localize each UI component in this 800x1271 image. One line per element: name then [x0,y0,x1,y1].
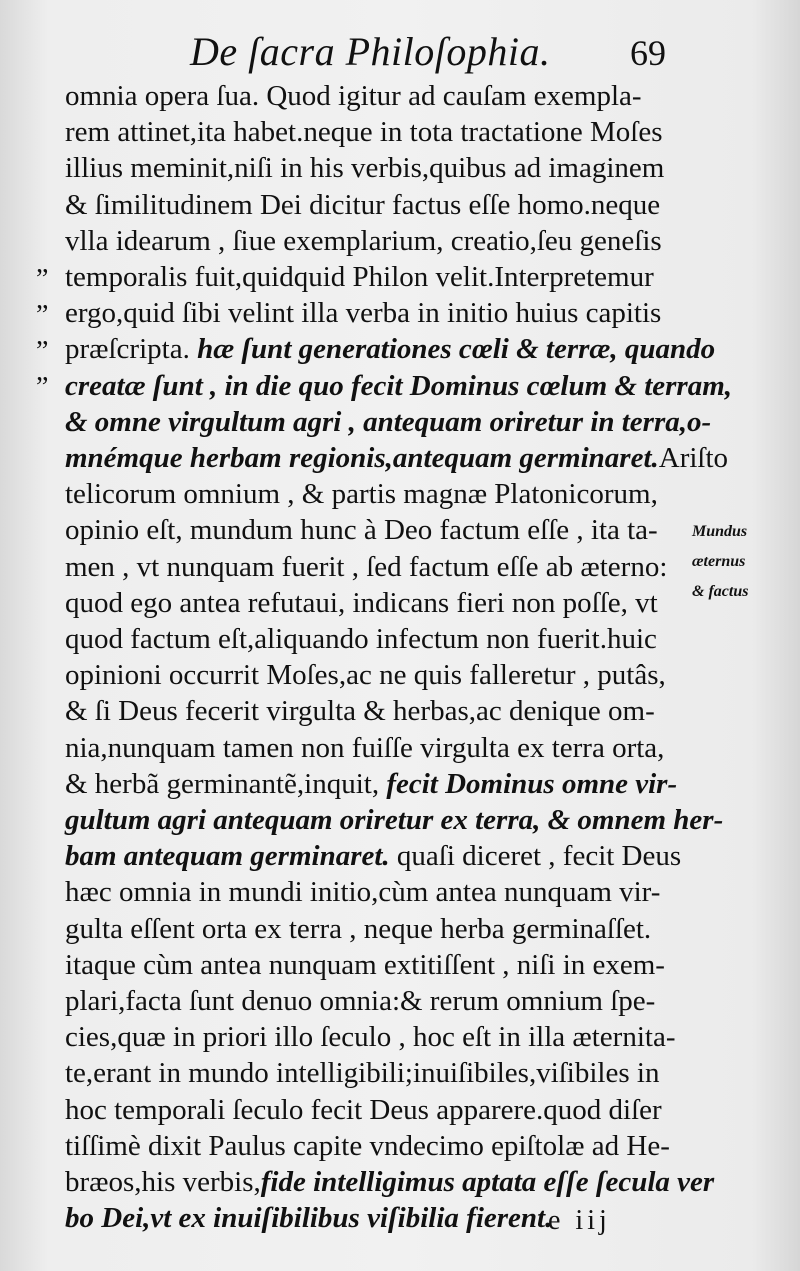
text-segment: men , vt nunquam fuerit , ſed factum eſſe ab æterno: [65,550,668,583]
text-line [65,657,697,693]
text-segment: & ſimilitudinem Dei dicitur factus eſſe homo.neque [65,188,661,221]
text-segment: bræos,his verbis, [65,1166,261,1198]
page-number: 69 [630,33,666,73]
text-line [65,150,697,186]
text-segment: itaque cùm antea nunquam extitiſſent , niſi in exem- [65,948,665,981]
italic-segment: fide intelligimus aptata eſſe ſecula ver [260,1166,715,1198]
text-line [65,223,697,259]
text-segment: te,erant in mundo intelligibili;inuiſibiles,viſibiles in [65,1057,660,1090]
text-line [65,331,716,367]
quote-mark: ” [36,264,49,295]
text-line [65,1019,697,1055]
text-line [65,259,697,295]
text-line [65,114,697,150]
text-segment: plari,facta ſunt denuo omnia:& rerum omnium ſpe- [65,985,656,1017]
text-segment: præſcripta. [65,333,198,366]
text-line [65,1092,697,1128]
text-line [65,983,697,1019]
text-line [65,1128,697,1164]
signature-mark: e iij [548,1205,611,1236]
text-segment: hæc omnia in mundi initio,cùm antea nunquam vir- [65,876,661,909]
italic-segment: gultum agri antequam oriretur ex terra, & omnem her- [65,804,724,836]
quote-mark: ” [36,336,49,367]
text-segment: ergo,quid ſibi velint illa verba in initio huius capitis [65,297,662,330]
text-segment: gulta eſſent orta ex terra , neque herba germinaſſet. [65,912,652,945]
text-line [65,549,697,585]
running-title: De ſacra Philoſophia. [190,29,551,74]
text-segment: opinio eſt, mundum hunc à Deo factum eſſe , ita ta- [65,514,658,547]
text-line [65,911,697,947]
text-line [65,368,733,404]
italic-segment: hæ ſunt generationes cœli & terræ, quando [197,333,716,366]
text-segment: vlla idearum , ſiue exemplarium, creatio,ſeu geneſis [65,224,662,257]
text-line [65,1164,715,1200]
text-segment: hoc temporali ſeculo fecit Deus apparere.quod diſer [65,1093,662,1126]
quote-mark: ” [36,372,49,403]
text-segment: Ariſto [658,442,729,474]
text-line [65,838,697,874]
text-segment: & ſi Deus fecerit virgulta & herbas,ac denique om- [65,695,655,728]
text-line [65,693,697,729]
text-segment: tiſſimè dixit Paulus capite vndecimo epiſtolæ ad He- [65,1129,670,1162]
text-line [65,947,697,983]
italic-segment: & omne virgultum agri , antequam oriretur in terra,o- [65,405,712,438]
text-segment: telicorum omnium , & partis magnæ Platonicorum, [65,478,658,511]
text-line [65,187,697,223]
text-line [65,78,697,114]
italic-segment: bo Dei,vt ex inuiſibilibus viſibilia fierent. [65,1202,553,1235]
text-line [65,440,729,476]
text-segment: omnia opera ſua. Quod igitur ad cauſam exempla- [65,80,642,112]
quote-mark: ” [36,300,49,331]
text-segment: illius meminit,niſi in his verbis,quibus ad imaginem [65,152,665,185]
marginal-note-line: Mundus [692,523,748,540]
text-line [65,621,697,657]
text-segment: opinioni occurrit Moſes,ac ne quis falleretur , putâs, [65,659,666,692]
italic-segment: creatæ ſunt , in die quo fecit Dominus cœlum & terram, [65,369,733,402]
italic-segment: fecit Dominus omne vir- [386,767,678,800]
text-line [65,874,697,910]
italic-segment: mnémque herbam regionis,antequam germinaret. [65,442,659,474]
text-segment: cies,quæ in priori illo ſeculo , hoc eſt in illa æternita- [65,1021,676,1054]
text-line [65,404,712,440]
text-line [65,766,697,802]
text-segment: quaſi diceret , fecit Deus [389,840,682,873]
text-line [65,1055,697,1091]
italic-segment: bam antequam germinaret. [65,840,390,873]
text-line [65,802,724,838]
text-segment: rem attinet,ita habet.neque in tota tractatione Moſes [65,116,663,149]
marginal-note-line: & factus [692,583,749,600]
text-line [65,730,697,766]
text-segment: quod ego antea refutaui, indicans fieri non poſſe, vt [65,586,658,619]
text-segment: quod factum eſt,aliquando infectum non fuerit.huic [65,623,657,655]
text-line [65,295,697,331]
text-segment: nia,nunquam tamen non fuiſſe virgulta ex terra orta, [65,731,665,764]
text-segment: temporalis fuit,quidquid Philon velit.Interpretemur [65,261,654,293]
text-line [65,585,697,621]
marginal-note-line: æternus [692,553,746,570]
text-line [65,476,697,512]
page-header [0,28,800,78]
text-line [65,512,697,548]
text-segment: & herbã germinantẽ,inquit, [65,767,387,800]
